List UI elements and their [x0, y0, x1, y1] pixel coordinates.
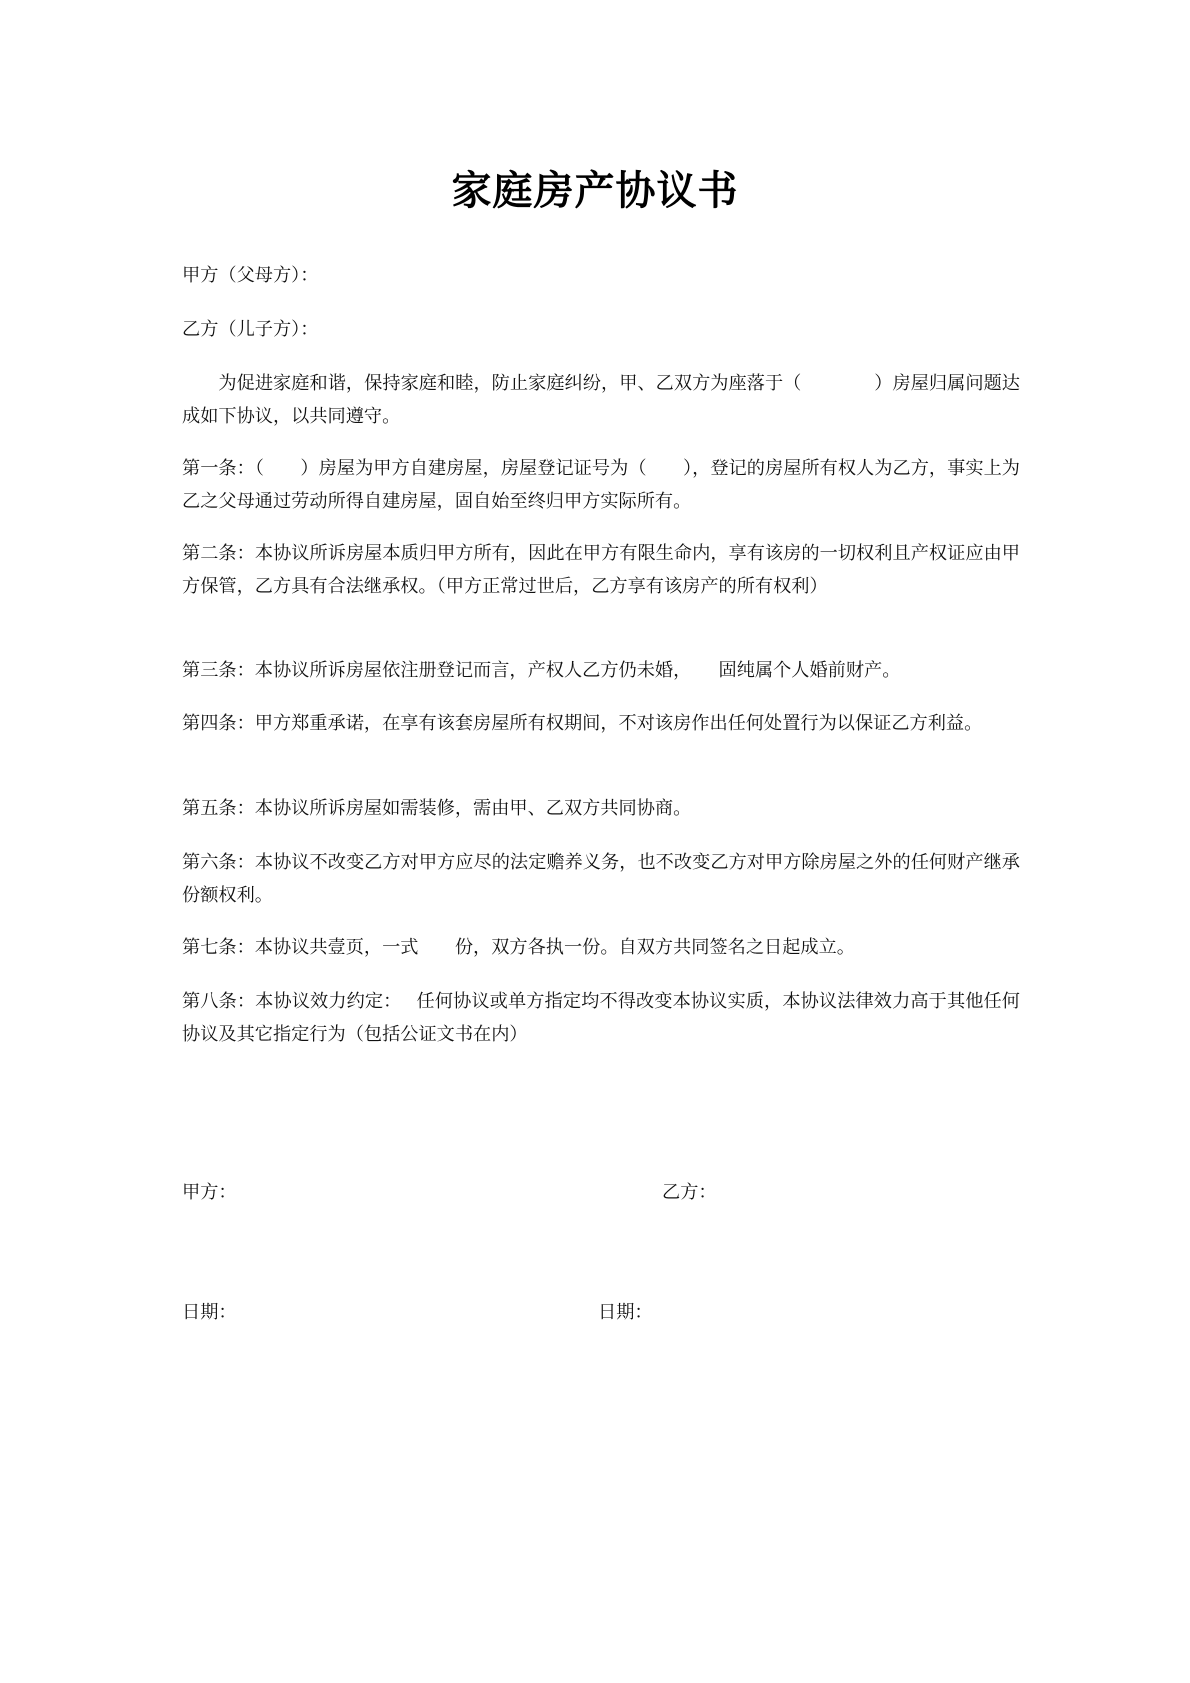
article-5: 第五条：本协议所诉房屋如需装修，需由甲、乙双方共同协商。: [182, 798, 692, 819]
preamble-paragraph: 为促进家庭和谐，保持家庭和睦，防止家庭纠纷，甲、乙双方为座落于（ ）房屋归属问题达成如下协议，以共同遵守。: [182, 373, 1020, 427]
article-3: 第三条：本协议所诉房屋依注册登记而言，产权人乙方仍未婚， 固纯属个人婚前财产。: [182, 660, 901, 681]
party-a-signature-label: 甲方：: [182, 1182, 237, 1203]
article-4: 第四条：甲方郑重承诺，在享有该套房屋所有权期间，不对该房作出任何处置行为以保证乙方利益。: [182, 713, 983, 734]
article-8: 第八条：本协议效力约定： 任何协议或单方指定均不得改变本协议实质，本协议法律效力高于其他任何协议及其它指定行为（包括公证文书在内）: [182, 991, 1020, 1045]
document-title: 家庭房产协议书: [451, 168, 739, 214]
article-7: 第七条：本协议共壹页，一式 份，双方各执一份。自双方共同签名之日起成立。: [182, 937, 855, 958]
party-b-line: 乙方（儿子方）：: [182, 319, 319, 340]
article-1: 第一条：（ ）房屋为甲方自建房屋，房屋登记证号为（ ），登记的房屋所有权人为乙方，事实上为乙之父母通过劳动所得自建房屋，固自始至终归甲方实际所有。: [182, 458, 1020, 512]
party-b-signature-label: 乙方：: [662, 1182, 717, 1203]
article-6: 第六条：本协议不改变乙方对甲方应尽的法定赡养义务，也不改变乙方对甲方除房屋之外的任何财产继承份额权利。: [182, 852, 1020, 906]
party-b-date-label: 日期：: [598, 1302, 653, 1323]
party-a-date-label: 日期：: [182, 1302, 237, 1323]
article-2: 第二条：本协议所诉房屋本质归甲方所有，因此在甲方有限生命内，享有该房的一切权利且产权证应由甲方保管，乙方具有合法继承权。（甲方正常过世后，乙方享有该房产的所有权利）: [182, 543, 1020, 597]
party-a-line: 甲方（父母方）：: [182, 265, 319, 286]
